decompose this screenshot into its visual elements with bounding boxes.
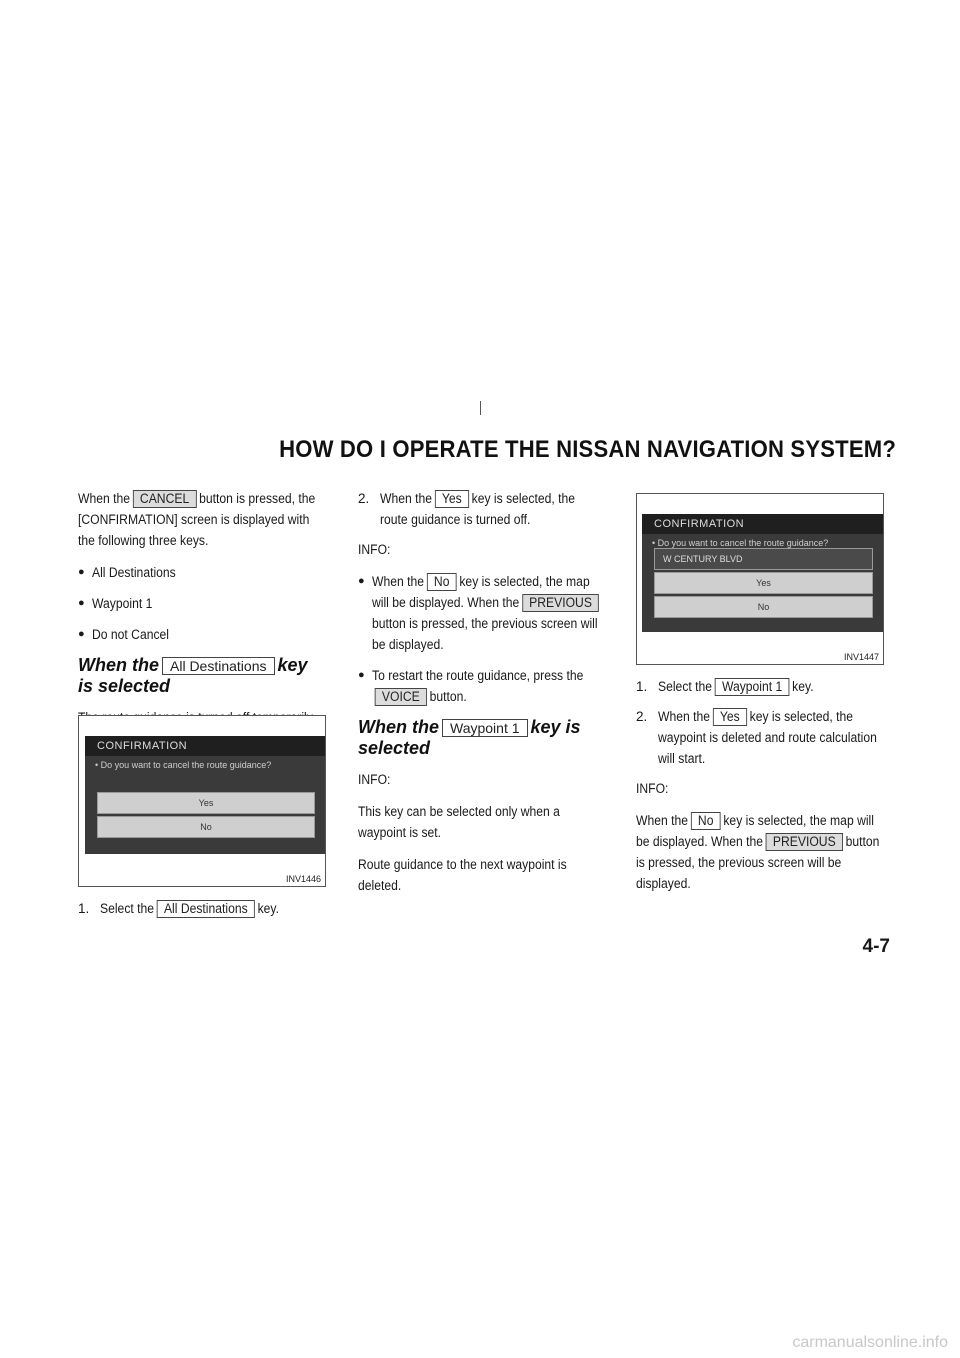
confirmation-screen [642,514,883,632]
column-1 [78,488,324,739]
all-destinations-key: All Destinations [157,900,255,918]
yes-key: Yes [713,708,747,726]
yes-option[interactable]: Yes [97,792,315,814]
info-label: INFO: [358,542,391,557]
waypoint-key: Waypoint 1 [442,719,528,737]
step-item: 1. Select the All Destinations key. [78,901,279,916]
list-item: ● Do not Cancel [78,627,170,642]
intro-paragraph: When the CANCEL button is pressed, the [CONFIRMATION] screen is displayed with the following three keys. [78,491,316,548]
all-destinations-key: All Destinations [162,657,275,675]
voice-key: VOICE [375,688,427,706]
page-number: 4-7 [862,936,890,957]
confirmation-screen [85,736,325,854]
page-header: HOW DO I OPERATE THE NISSAN NAVIGATION SYSTEM? [279,436,896,463]
body-text: Route guidance to the next waypoint is deleted. [358,857,567,893]
step-item: 2. When the Yes key is selected, the waypoint is deleted and route calculation will start. [636,709,877,766]
yes-key: Yes [435,490,469,508]
confirmation-question: • Do you want to cancel the route guidance? [652,538,829,548]
watermark-url: carmanualsonline.info [792,1334,948,1351]
confirmation-title: CONFIRMATION [85,736,325,756]
list-item: ● Waypoint 1 [78,596,153,611]
no-key: No [691,812,721,830]
step-item: 1. Select the Waypoint 1 key. [636,679,814,694]
no-key: No [427,573,457,591]
yes-option[interactable]: Yes [654,572,873,594]
previous-key: PREVIOUS [766,833,843,851]
info-label: INFO: [636,781,669,796]
list-item: ● To restart the route guidance, press theVOICE button. [358,668,584,704]
figure-confirmation-1 [78,715,326,887]
waypoint-option[interactable]: W CENTURY BLVD [654,548,873,570]
figure-id: INV1446 [285,874,321,884]
section-heading-waypoint: When the Waypoint 1 key is selected [358,717,581,758]
list-item: ● All Destinations [78,565,176,580]
body-text: When the No key is selected, the map will be displayed. When the PREVIOUS button is pressed, the previous screen will be displayed. [636,813,880,891]
info-label: INFO: [358,772,391,787]
no-option[interactable]: No [654,596,873,618]
confirmation-title: CONFIRMATION [642,514,883,534]
body-text: This key can be selected only when a waypoint is set. [358,804,560,840]
column-1-step [78,898,324,928]
list-item: ● When the No key is selected, the map will be displayed. When the PREVIOUSbutton is pressed, the previous screen will be displayed. [358,574,598,652]
step-item: 2. When the Yes key is selected, the route guidance is turned off. [358,491,575,527]
confirmation-question: • Do you want to cancel the route guidance? [95,760,272,770]
no-option[interactable]: No [97,816,315,838]
waypoint-key: Waypoint 1 [715,678,790,696]
section-heading-all-destinations: When the All Destinations key is selected [78,655,308,696]
page-marker [480,401,481,415]
cancel-key: CANCEL [133,490,197,508]
figure-confirmation-2 [636,493,884,665]
figure-id: INV1447 [843,652,879,662]
previous-key: PREVIOUS [522,594,599,612]
column-2 [358,488,604,907]
column-3 [636,676,882,905]
